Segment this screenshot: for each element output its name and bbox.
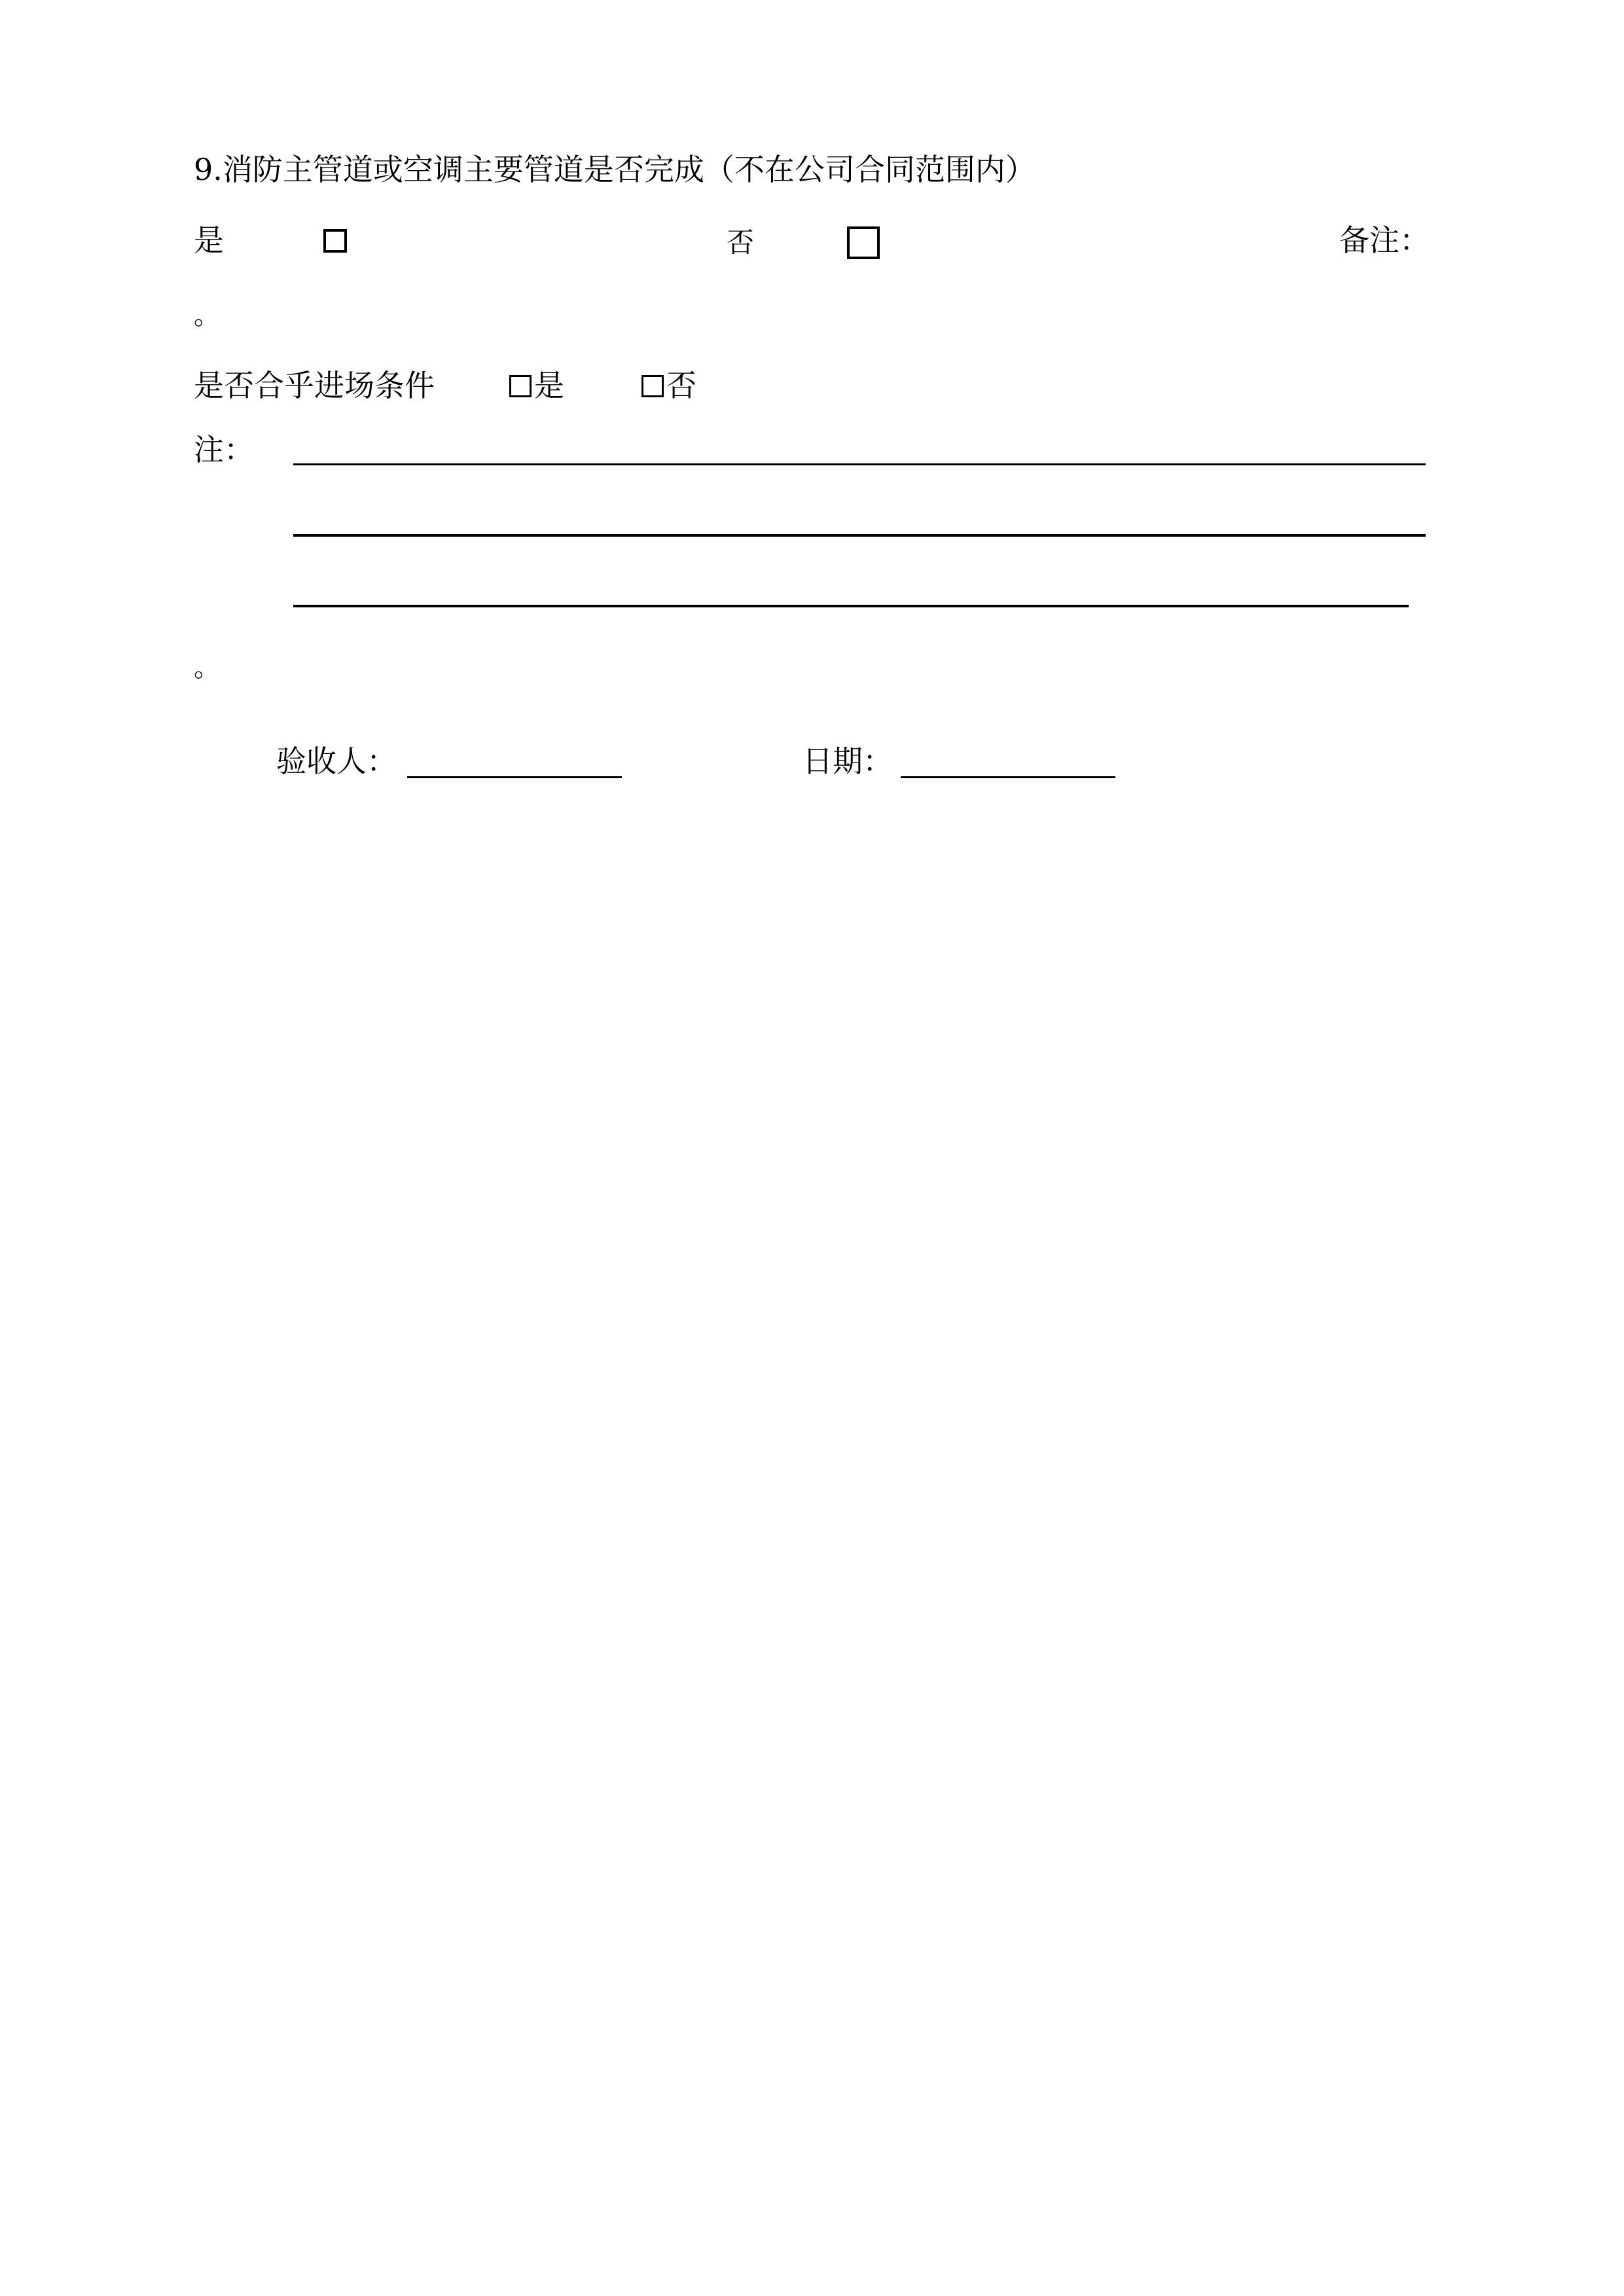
condition-yes-label: 是	[534, 368, 564, 403]
period-mark-1: 。	[194, 300, 220, 331]
period-mark-2: 。	[194, 653, 220, 683]
notes-label: 注：	[194, 432, 254, 467]
inspector-signature-line[interactable]	[407, 776, 622, 778]
remark-label: 备注：	[1339, 223, 1430, 258]
notes-line-3[interactable]	[293, 605, 1409, 607]
condition-yes-option[interactable]	[509, 370, 564, 401]
notes-line-1[interactable]	[293, 463, 1426, 465]
condition-yes-checkbox[interactable]	[509, 375, 532, 397]
condition-no-option[interactable]	[641, 370, 696, 401]
no-checkbox[interactable]	[847, 226, 880, 259]
notes-line-2[interactable]	[293, 534, 1426, 537]
condition-label: 是否合乎进场条件	[194, 368, 435, 403]
no-label: 否	[727, 226, 755, 259]
date-line[interactable]	[901, 776, 1115, 778]
date-label: 日期：	[803, 744, 893, 779]
question-text: 9.消防主管道或空调主要管道是否完成（不在公司合同范围内）	[194, 152, 1036, 187]
inspector-label: 验收人：	[276, 744, 397, 779]
condition-no-checkbox[interactable]	[641, 375, 664, 397]
yes-label: 是	[194, 223, 224, 258]
condition-no-label: 否	[666, 368, 696, 403]
yes-checkbox[interactable]	[323, 229, 347, 253]
